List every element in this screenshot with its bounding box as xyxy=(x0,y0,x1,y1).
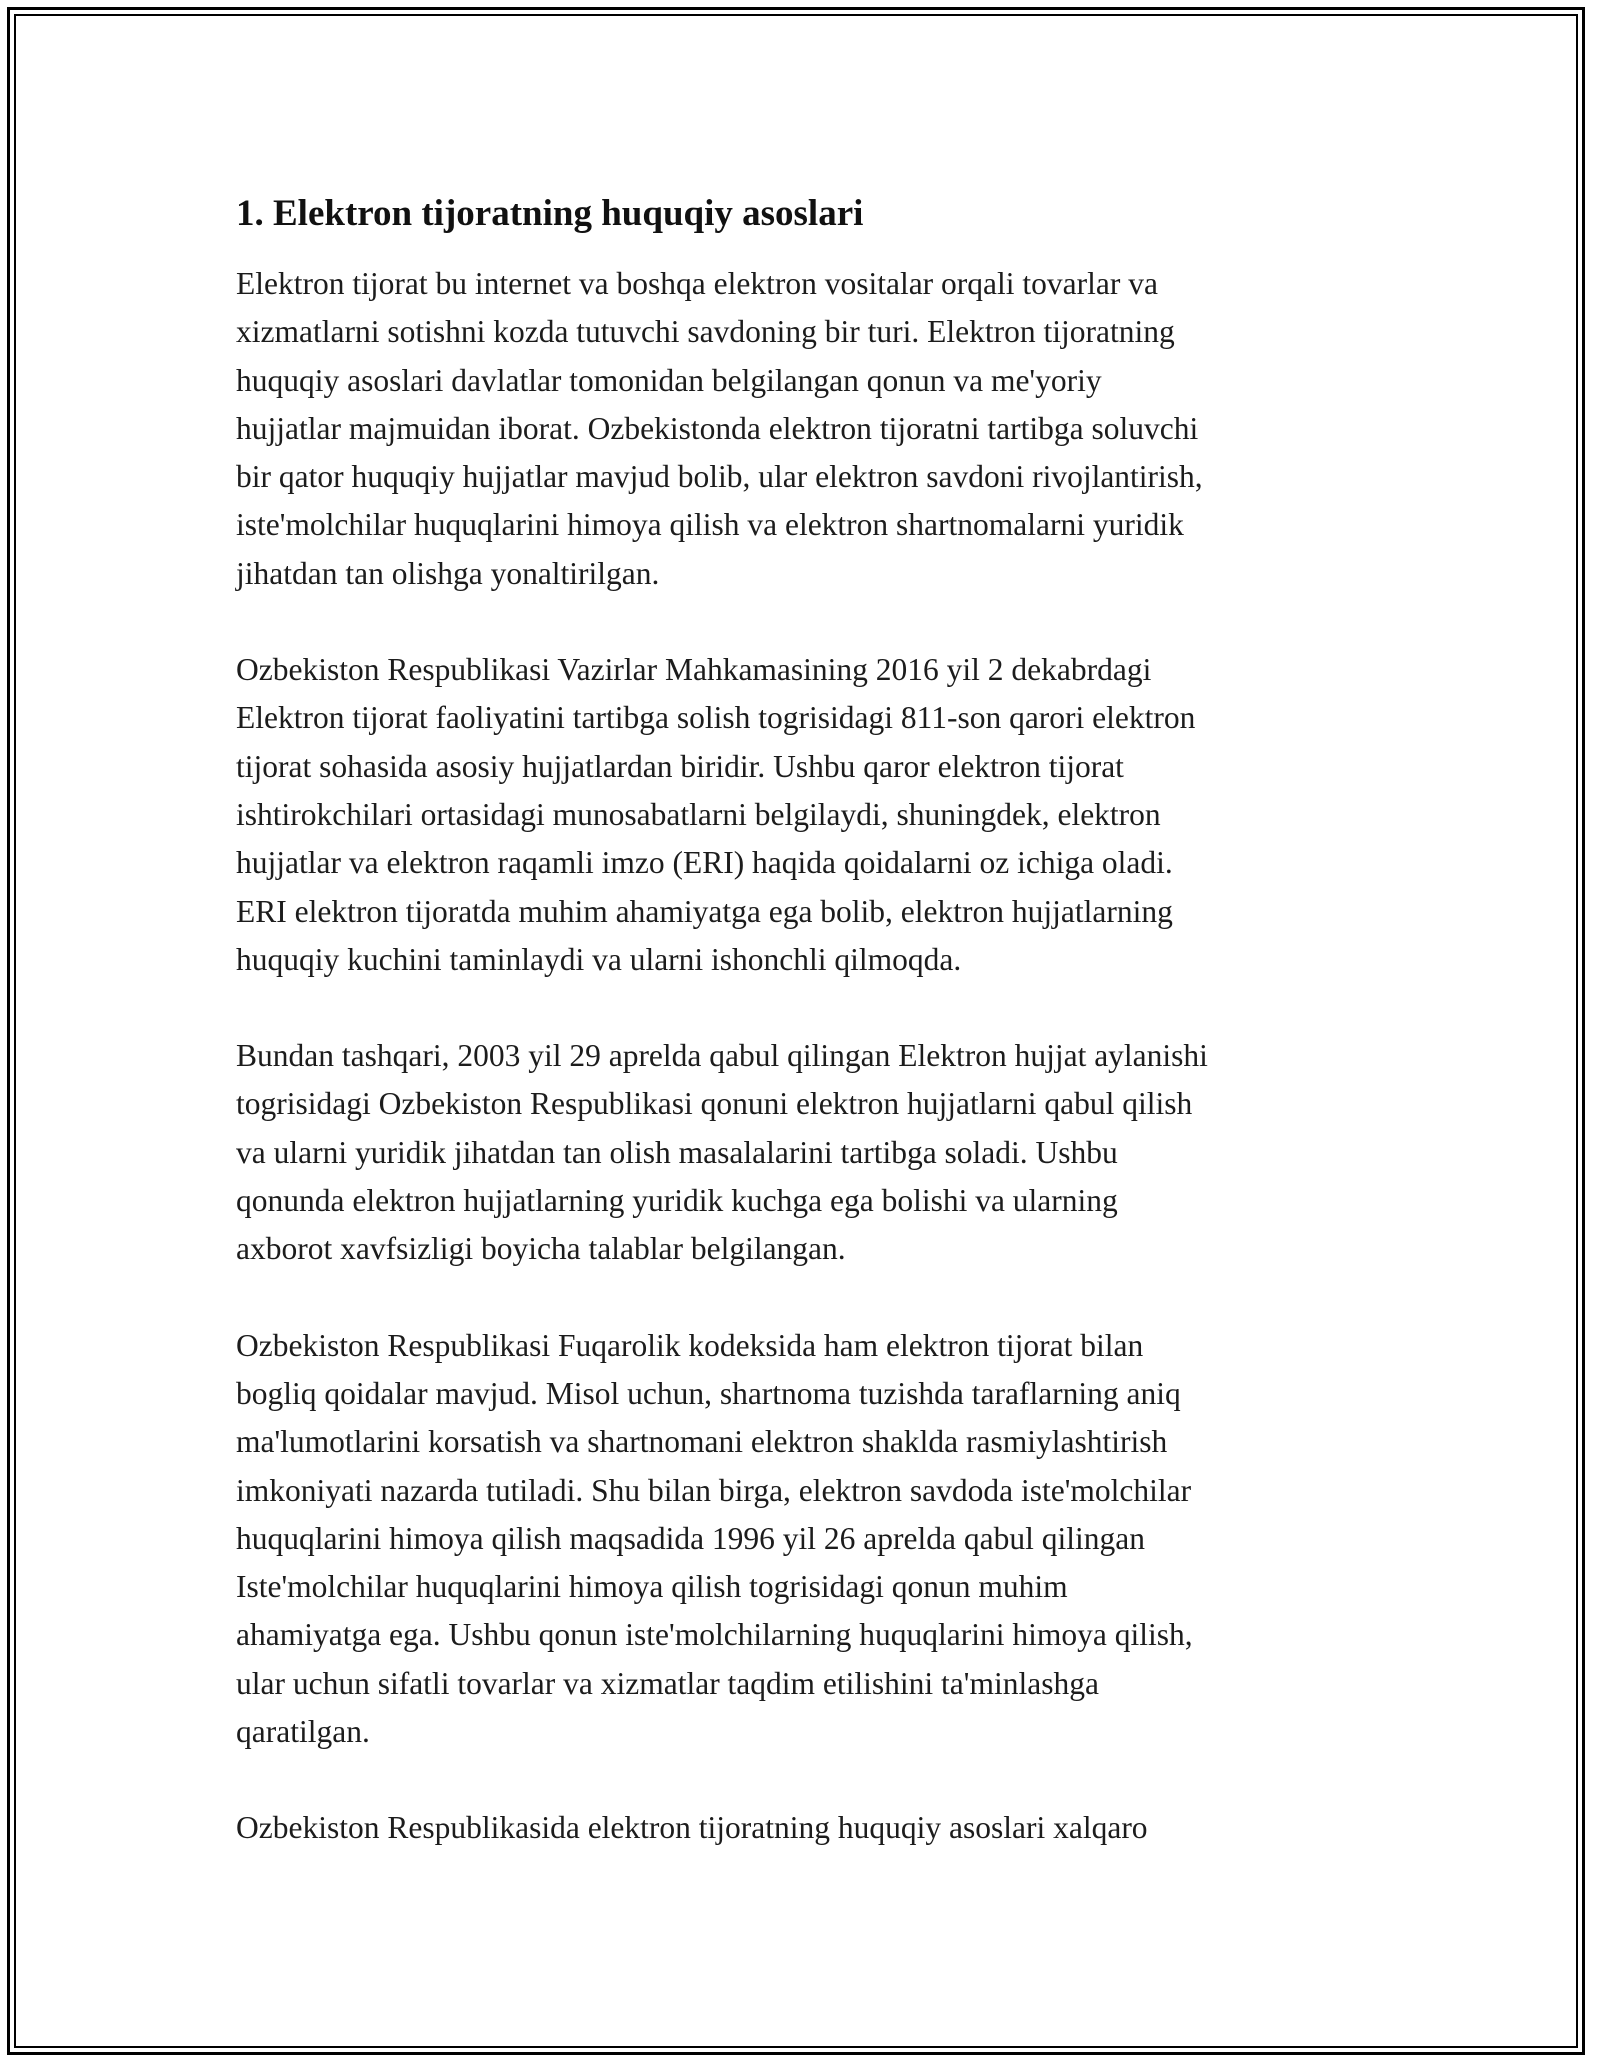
paragraph-3: Bundan tashqari, 2003 yil 29 aprelda qabul qilingan Elektron hujjat aylanishi togrisidagi Ozbekiston Respublikasi qonuni elektron hujjatlarni qabul qilish va ularni yuridik jihatdan tan olish masalalarini tartibga soladi. Ushbu qonunda elektron hujjatlarning yuridik kuchga ega bolishi va ularning axborot xavfsizligi boyicha talablar belgilangan. xyxy=(236,1038,1208,1267)
paragraph-2: Ozbekiston Respublikasi Vazirlar Mahkamasining 2016 yil 2 dekabrdagi Elektron tijorat faoliyatini tartibga solish togrisidagi 811-son qarori elektron tijorat sohasida asosiy hujjatlardan biridir. Ushbu qaror elektron tijorat ishtirokchilari ortasidagi munosabatlarni belgilaydi, shuningdek, elektron hujjatlar va elektron raqamli imzo (ERI) haqida qoidalarni oz ichiga oladi. ERI elektron tijoratda muhim ahamiyatga ega bolib, elektron hujjatlarning huquqiy kuchini taminlaydi va ularni ishonchli qilmoqda. xyxy=(236,652,1196,977)
paragraph-1: Elektron tijorat bu internet va boshqa elektron vositalar orqali tovarlar va xizmatlarni sotishni kozda tutuvchi savdoning bir turi. Elektron tijoratning huquqiy asoslari davlatlar tomonidan belgilangan qonun va me'yoriy hujjatlar majmuidan iborat. Ozbekistonda elektron tijoratni tartibga soluvchi bir qator huquqiy hujjatlar mavjud bolib, ular elektron savdoni rivojlantirish, iste'molchilar huquqlarini himoya qilish va elektron shartnomalarni yuridik jihatdan tan olishga yonaltirilgan. xyxy=(236,266,1203,591)
paragraph-4: Ozbekiston Respublikasi Fuqarolik kodeksida ham elektron tijorat bilan bogliq qoidalar mavjud. Misol uchun, shartnoma tuzishda taraflarning aniq ma'lumotlarini korsatish va shartnomani elektron shaklda rasmiylashtirish imkoniyati nazarda tutiladi. Shu bilan birga, elektron savdoda iste'molchilar huquqlarini himoya qilish maqsadida 1996 yil 26 aprelda qabul qilingan Iste'molchilar huquqlarini himoya qilish togrisidagi qonun muhim ahamiyatga ega. Ushbu qonun iste'molchilarning huquqlarini himoya qilish, ular uchun sifatli tovarlar va xizmatlar taqdim etilishini ta'minlashga qaratilgan. xyxy=(236,1327,1193,1750)
section-heading: 1. Elektron tijoratning huquqiy asoslari xyxy=(236,193,864,234)
paragraph-5: Ozbekiston Respublikasida elektron tijoratning huquqiy asoslari xalqaro xyxy=(236,1810,1148,1846)
document-body xyxy=(236,186,1386,1901)
